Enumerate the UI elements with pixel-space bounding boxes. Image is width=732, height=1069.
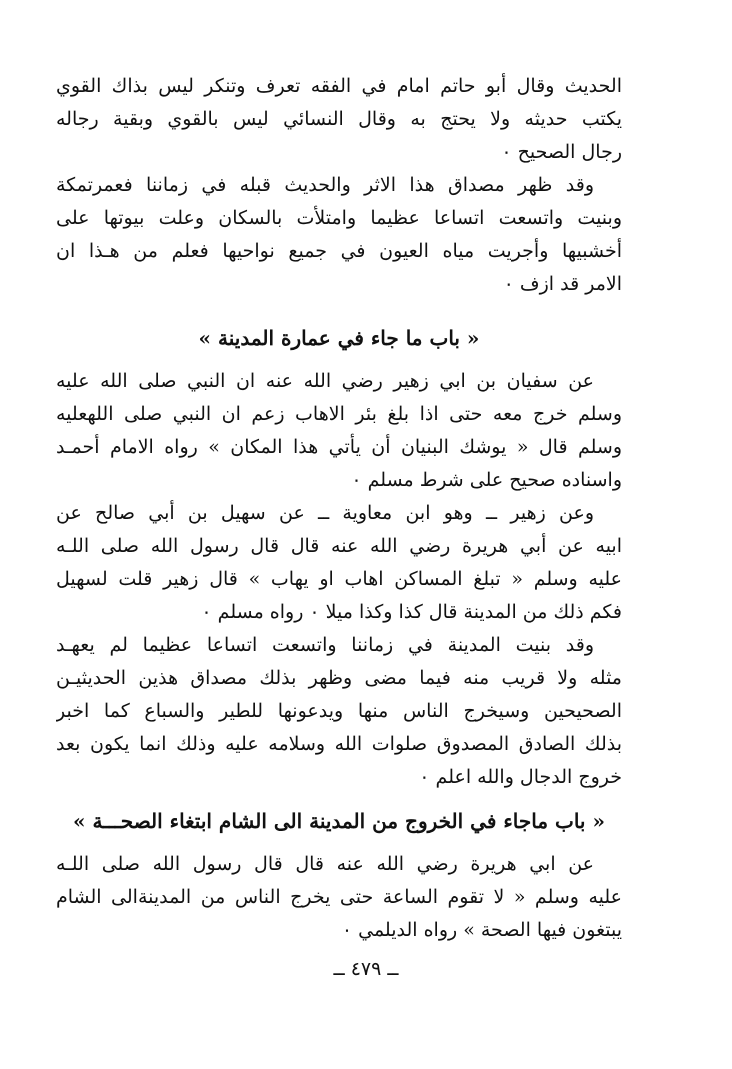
page-number: ــ ٤٧٩ ــ <box>333 958 399 980</box>
text-line: يكتب حديثه ولا يحتج به وقال النسائي ليس بالقوي وبقية رجاله <box>56 108 622 130</box>
paragraph <box>56 629 622 794</box>
book-page <box>56 70 622 947</box>
text-line: بذلك الصادق المصدوق صلوات الله وسلامه عليه وذلك انما يكون بعد <box>56 733 622 755</box>
text-line: واسناده صحيح على شرط مسلم ٠ <box>351 469 622 491</box>
text-line: أخشبيها وأجريت مياه العيون في جميع نواحيها فعلم من هـذا ان <box>56 240 622 262</box>
paragraph <box>56 169 622 301</box>
paragraph <box>56 70 622 169</box>
text-line: الصحيحين وسيخرج الناس منها ويدعونها للطير والسباع كما اخبر <box>56 700 622 722</box>
paragraph <box>56 848 622 947</box>
paragraph <box>56 497 622 629</box>
text-line: عن سفيان بن ابي زهير رضي الله عنه ان النبي صلى الله عليه <box>56 370 594 392</box>
text-line: ابيه عن أبي هريرة رضي الله عنه قال قال رسول الله صلى اللـه <box>56 535 622 557</box>
text-line: يبتغون فيها الصحة » رواه الديلمي ٠ <box>341 919 622 941</box>
text-line: الحديث وقال أبو حاتم امام في الفقه تعرف وتنكر ليس بذاك القوي <box>56 75 622 97</box>
text-line: رجال الصحيح ٠ <box>501 141 622 163</box>
text-line: وقد ظهر مصداق هذا الاثر والحديث قبله في زماننا فعمرتمكة <box>56 174 594 196</box>
text-line: عليه وسلم « لا تقوم الساعة حتى يخرج الناس من المدينةالى الشام <box>56 886 622 908</box>
text-line: عليه وسلم « تبلغ المساكن اهاب او يهاب » قال زهير قلت لسهيل <box>56 568 622 590</box>
text-line: وعن زهير ــ وهو ابن معاوية ــ عن سهيل بن أبي صالح عن <box>56 502 594 524</box>
text-line: الامر قد ازف ٠ <box>503 273 622 295</box>
text-line: مثله ولا قريب منه فيما مضى وظهر بذلك مصداق هذين الحديثيـن <box>56 667 622 689</box>
text-line: وسلم خرج معه حتى اذا بلغ بئر الاهاب زعم ان النبي صلى اللهعليه <box>56 403 622 425</box>
text-line: فكم ذلك من المدينة قال كذا وكذا ميلا ٠ رواه مسلم ٠ <box>201 601 622 623</box>
section-heading: « باب ماجاء في الخروج من المدينة الى الشام ابتغاء الصحـــة » <box>73 809 605 833</box>
paragraph <box>56 365 622 497</box>
text-line: خروج الدجال والله اعلم ٠ <box>419 766 622 788</box>
text-line: وقد بنيت المدينة في زماننا واتسعت اتساعا عظيما لم يعهـد <box>56 634 594 656</box>
text-line: وسلم قال « يوشك البنيان أن يأتي هذا المكان » رواه الامام أحمـد <box>56 436 622 458</box>
section-heading: « باب ما جاء في عمارة المدينة » <box>198 326 480 350</box>
text-line: وبنيت واتسعت اتساعا عظيما وامتلأت بالسكان وعلت بيوتها على <box>56 207 622 229</box>
text-line: عن ابي هريرة رضي الله عنه قال قال رسول الله صلى اللـه <box>56 853 594 875</box>
